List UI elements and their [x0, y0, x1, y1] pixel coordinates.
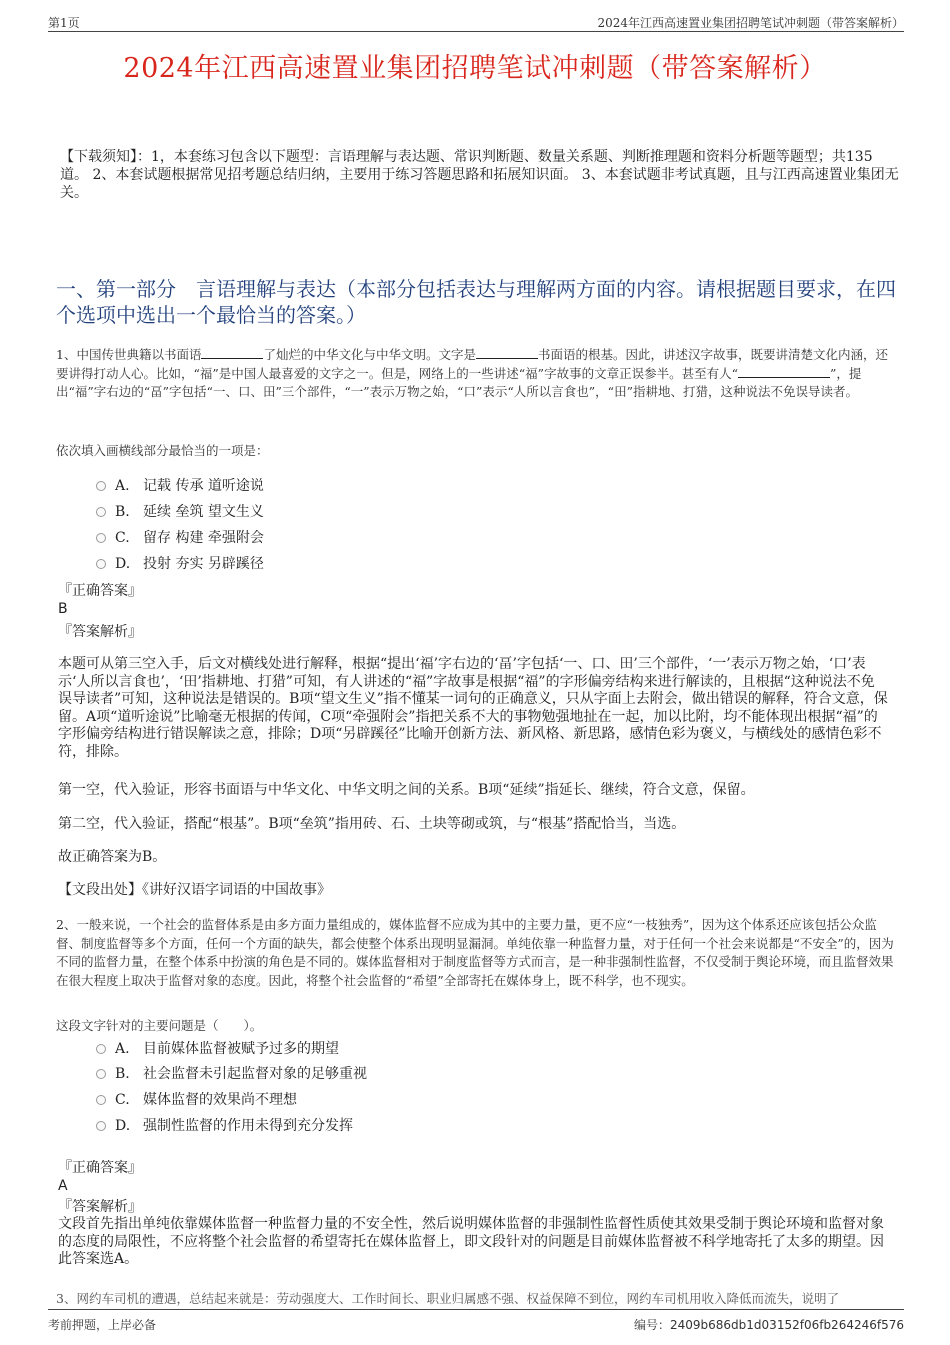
- q1-source: 【文段出处】《讲好汉语字词语的中国故事》: [58, 882, 331, 898]
- footer-code: [634, 1316, 904, 1333]
- q2-option-c[interactable]: C. 媒体监督的效果尚不理想: [96, 1090, 297, 1110]
- radio-icon[interactable]: [96, 1121, 106, 1131]
- q1-stem-part-2: 了灿烂的中华文化与中华文明。文字是: [263, 347, 476, 362]
- q1-answer: B: [58, 601, 68, 617]
- radio-icon[interactable]: [96, 559, 106, 569]
- question-1-prompt: 依次填入画横线部分最恰当的一项是：: [56, 443, 269, 458]
- q1-explain-blank-2: 第二空，代入验证，搭配“根基”。B项“垒筑”指用砖、石、土块等砌或筑，与“根基”搭配恰当，当选。: [58, 816, 686, 832]
- footer-divider: [48, 1309, 904, 1310]
- q1-analysis-label: 『答案解析』: [58, 624, 142, 640]
- q1-stem-part-3: 书面语的根基。因此，讲述汉字故事，既要讲清楚文化内涵，还要讲得打动人心。比如，“福”是中国人最喜爱的文字之一。但是，网络上的一些讲述“福”字故事的文章正误参半。甚至有人“: [56, 347, 888, 381]
- q1-stem-part-4: ”，提出“福”字右边的“畐”字包括“一、口、田”三个部件，“一”表示万物之始，“口”表示“人所以言食也”，“田”指耕地、打猎，这种说法不免误导读者。: [56, 365, 862, 399]
- radio-icon[interactable]: [96, 481, 106, 491]
- question-2-prompt: 这段文字针对的主要问题是（ ）。: [56, 1018, 263, 1033]
- question-1-stem: [56, 346, 898, 402]
- q2-option-b[interactable]: B. 社会监督未引起监督对象的足够重视: [96, 1064, 367, 1084]
- radio-icon[interactable]: [96, 1095, 106, 1105]
- q2-analysis: 文段首先指出单纯依靠媒体监督一种监督力量的不安全性，然后说明媒体监督的非强制性监督性质使其效果受制于舆论环境和监督对象的态度的局限性，不应将整个社会监督的希望寄托在媒体监督上，即文段针对的问题是目前媒体监督被不科学地寄托了太多的期望。因此答案选A。: [58, 1216, 884, 1267]
- q2-answer: A: [58, 1178, 68, 1194]
- page-title: 2024年江西高速置业集团招聘笔试冲刺题（带答案解析）: [123, 53, 827, 84]
- radio-icon[interactable]: [96, 1044, 106, 1054]
- q1-option-a[interactable]: A. 记载 传承 道听途说: [96, 476, 264, 496]
- q1-analysis: 本题可从第三空入手，后文对横线处进行解释，根据“提出‘福’字右边的‘畐’字包括‘一、口、田’三个部件，‘一’表示万物之始，‘口’表示‘人所以言食也’，‘田’指耕地、打猎”可知，有人讲述的“福”字故事是根据“福”的字形偏旁结构来进行解读的，且根据“这种说法不免误导读者”可知，这种说法是错误的。B项“望文生义”指不懂某一词句的正确意义，只从字面上去附会，做出错误的解释，符合文意，保留。A项“道听途说”比喻毫无根据的传闻，C项“牵强附会”指把关系不大的事物勉强地扯在一起，加以比附，均不能体现出根据“福”的字形偏旁结构进行错误解读之意，排除；D项“另辟蹊径”比喻开创新方法、新风格、新思路，感情色彩为褒义，与横线处的感情色彩不符，排除。: [58, 656, 888, 760]
- radio-icon[interactable]: [96, 533, 106, 543]
- q2-analysis-label: 『答案解析』: [58, 1199, 142, 1215]
- q1-stem-part-1: 1、中国传世典籍以书面语: [56, 347, 202, 362]
- q2-option-d[interactable]: D. 强制性监督的作用未得到充分发挥: [96, 1116, 353, 1136]
- footer-code-label: 编号：: [633, 1318, 670, 1332]
- q2-answer-label: 『正确答案』: [58, 1160, 142, 1176]
- q1-option-b[interactable]: B. 延续 垒筑 望文生义: [96, 502, 264, 522]
- footer-slogan: 考前押题，上岸必备: [48, 1318, 157, 1332]
- section-heading: 一、第一部分 言语理解与表达（本部分包括表达与理解两方面的内容。请根据题目要求，在四个选项中选出一个最恰当的答案。）: [56, 277, 896, 327]
- question-2-stem: 2、一般来说，一个社会的监督体系是由多方面力量组成的，媒体监督不应成为其中的主要力量，更不应“一枝独秀”，因为这个体系还应该包括公众监督、制度监督等多个方面，任何一个方面的缺失，都会使整个体系出现明显漏洞。单纯依靠一种监督力量，对于任何一个社会来说都是“不安全”的，因为不同的监督力量，在整个体系中扮演的角色是不同的。媒体监督相对于制度监督等方式而言，是一种非强制性监督，不仅受制于舆论环境，而且监督效果在很大程度上取决于监督对象的态度。因此，将整个社会监督的“希望”全部寄托在媒体身上，既不科学，也不现实。: [56, 917, 894, 988]
- header-doc-title: 2024年江西高速置业集团招聘笔试冲刺题（带答案解析）: [597, 16, 904, 30]
- footer-code-value: 2409b686db1d03152f06fb264246f576: [670, 1318, 904, 1332]
- radio-icon[interactable]: [96, 507, 106, 517]
- q1-explain-blank-1: 第一空，代入验证，形容书面语与中华文化、中华文明之间的关系。B项“延续”指延长、继续，符合文意，保留。: [58, 782, 755, 798]
- q1-option-c[interactable]: C. 留存 构建 牵强附会: [96, 528, 264, 548]
- fill-blank-1: [201, 346, 263, 359]
- download-notice: 【下载须知】：1，本套练习包含以下题型：言语理解与表达题、常识判断题、数量关系题、判断推理题和资料分析题等题型；共135道。 2、本套试题根据常见招考题总结归纳，主要用于练习答题思路和拓展知识面。 3、本套试题非考试真题，且与江西高速置业集团无关。: [60, 149, 899, 201]
- q2-option-a[interactable]: A. 目前媒体监督被赋予过多的期望: [96, 1039, 339, 1059]
- fill-blank-2: [476, 346, 538, 359]
- fill-blank-3: [738, 365, 830, 378]
- header-divider: [48, 31, 904, 32]
- radio-icon[interactable]: [96, 1069, 106, 1079]
- question-3-stem-cut: 3、网约车司机的遭遇，总结起来就是：劳动强度大、工作时间长、职业归属感不强、权益保障不到位，网约车司机用收入降低而流失，说明了: [56, 1291, 839, 1306]
- q1-option-d[interactable]: D. 投射 夯实 另辟蹊径: [96, 554, 264, 574]
- page-number: 第1页: [48, 16, 80, 30]
- q1-conclusion: 故正确答案为B。: [58, 849, 167, 865]
- q1-answer-label: 『正确答案』: [58, 583, 142, 599]
